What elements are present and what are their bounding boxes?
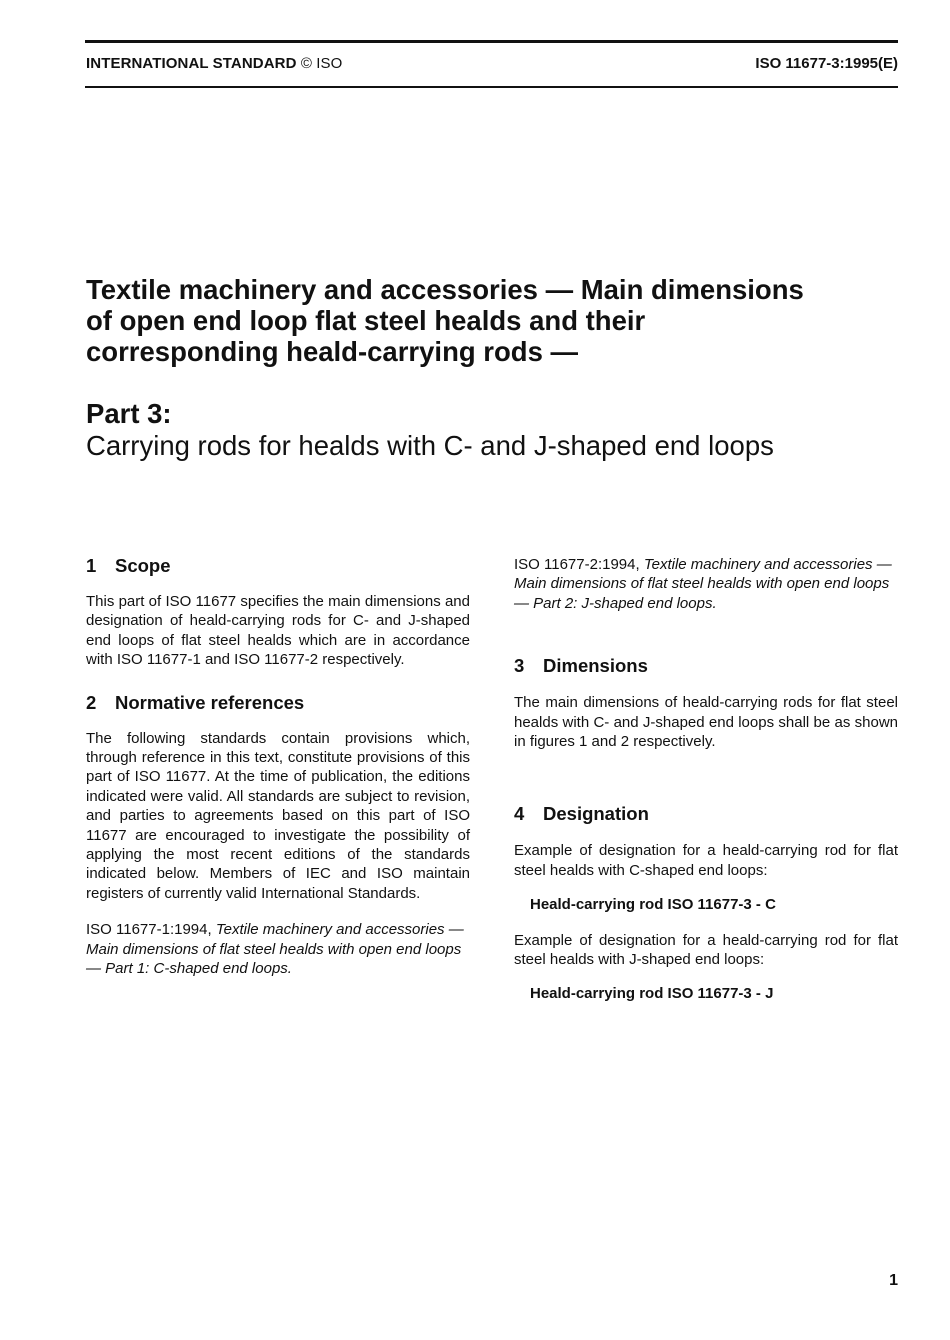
header-bottom-rule <box>85 86 898 88</box>
reference-title: Textile machinery and accessories — Main dimensions of flat steel healds with open end loops — Part 2: J-shaped end loops. <box>514 556 892 612</box>
section-title: Designation <box>543 803 649 825</box>
section-heading-normative-references <box>86 692 470 714</box>
section-title: Scope <box>115 555 171 576</box>
title-line-1: Textile machinery and accessories — Main dimensions <box>86 274 804 305</box>
scope-paragraph: This part of ISO 11677 specifies the main dimensions and designation of heald-carrying rods for C- and J-shaped end loops of flat steel healds which are in accordance with ISO 11677-1 and ISO 11677-2 respectively. <box>86 593 470 669</box>
reference-item-1 <box>86 920 470 978</box>
section-title: Normative references <box>115 691 305 713</box>
designation-example-2-text: Example of designation for a heald-carrying rod for flat steel healds with J-shaped end loops: <box>514 931 898 969</box>
title-line-3: corresponding heald-carrying rods — <box>86 336 579 367</box>
header-top-rule <box>85 40 898 43</box>
header-copyright-mark: © ISO <box>300 55 343 72</box>
section-title: Dimensions <box>543 655 648 677</box>
page-number: 1 <box>889 1272 898 1289</box>
header-standard-number: ISO 11677-3:1995(E) <box>755 55 898 72</box>
title-line-2: of open end loop flat steel healds and their <box>86 305 646 336</box>
designation-example-1-text: Example of designation for a heald-carrying rod for flat steel healds with C-shaped end loops: <box>514 842 898 879</box>
designation-example-1-code: Heald-carrying rod ISO 11677-3 - C <box>530 896 776 914</box>
header-standard-type: INTERNATIONAL STANDARD <box>86 55 297 72</box>
dimensions-paragraph: The main dimensions of heald-carrying rods for flat steel healds with C- and J-shaped end loops shall be as shown in figures 1 and 2 respectively. <box>514 694 898 751</box>
section-number: 4 <box>514 803 525 825</box>
designation-example-2-code: Heald-carrying rod ISO 11677-3 - J <box>530 985 774 1003</box>
reference-code: ISO 11677-1:1994, <box>86 921 212 939</box>
normative-references-paragraph: The following standards contain provisions which, through reference in this text, constitute provisions of this part of ISO 11677. At the time of publication, the editions indicated were valid. All standards are subject to revision, and parties to agreements based on this part of ISO 11677 are encouraged to investigate the possibility of applying the most recent editions of the standards indicated below. Members of IEC and ISO maintain registers of currently valid International Standards. <box>86 729 470 902</box>
part-subtitle: Carrying rods for healds with C- and J-shaped end loops <box>86 430 774 461</box>
section-heading-designation <box>514 803 898 825</box>
reference-item-2 <box>514 555 898 613</box>
section-heading-scope <box>86 555 470 577</box>
document-title <box>86 274 886 367</box>
section-number: 1 <box>86 555 97 576</box>
part-label: Part 3: <box>86 398 172 429</box>
section-number: 2 <box>86 691 97 713</box>
header-standard-label <box>86 55 342 72</box>
section-number: 3 <box>514 655 525 677</box>
right-column <box>514 555 898 1004</box>
left-column <box>86 555 470 979</box>
reference-code: ISO 11677-2:1994, <box>514 556 640 573</box>
reference-title: Textile machinery and accessories — Main dimensions of flat steel healds with open end loops — Part 1: C-shaped end loops. <box>86 921 464 978</box>
section-heading-dimensions <box>514 655 898 677</box>
